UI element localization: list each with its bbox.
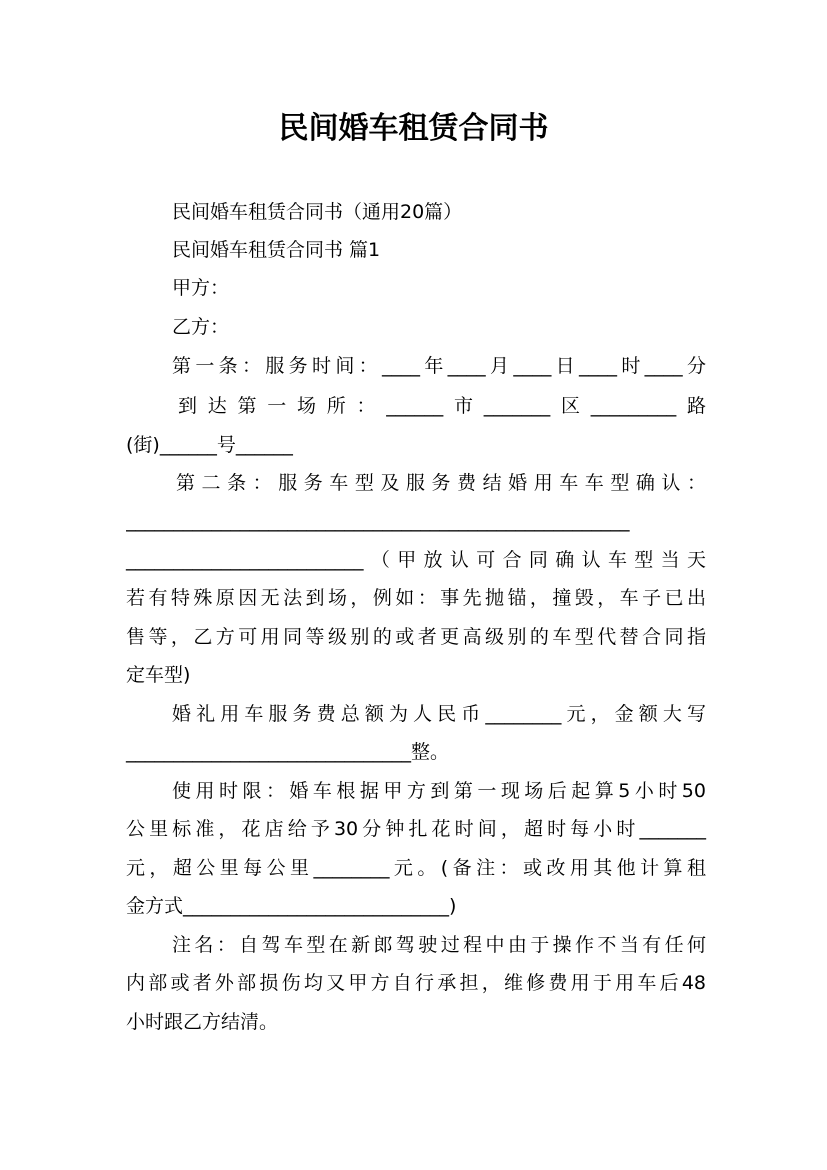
- paragraph-line: 金方式____________________________): [126, 895, 457, 917]
- paragraph-line: 内部或者外部损伤均又甲方自行承担，维修费用于用车后48: [126, 972, 706, 994]
- paragraph-line: 售等，乙方可用同等级别的或者更高级别的车型代替合同指: [126, 626, 706, 648]
- paragraph-line: 公里标准，花店给予30分钟扎花时间，超时每小时_______: [126, 818, 706, 840]
- paragraph-line: 注名：自驾车型在新郎驾驶过程中由于操作不当有任何: [172, 934, 706, 956]
- paragraph-line: 甲方：: [172, 277, 230, 299]
- paragraph-line: 使用时限：婚车根据甲方到第一现场后起算5小时50: [172, 780, 706, 802]
- paragraph-line: (街)______号______: [126, 434, 293, 456]
- paragraph-line: ______________________________整。: [126, 741, 450, 763]
- paragraph-line: 若有特殊原因无法到场，例如：事先抛锚，撞毁，车子已出: [126, 587, 706, 609]
- paragraph-line: 乙方：: [172, 316, 230, 338]
- document-title: 民间婚车租赁合同书: [278, 111, 549, 146]
- paragraph-line: _________________________（甲放认可合同确认车型当天: [126, 549, 706, 571]
- paragraph-line: 第一条：服务时间：____年____月____日____时____分: [172, 355, 706, 377]
- paragraph-line: 民间婚车租赁合同书 篇1: [172, 239, 381, 261]
- paragraph-line: 元，超公里每公里________元。(备注：或改用其他计算租: [126, 857, 706, 879]
- paragraph-line: 小时跟乙方结清。: [126, 1011, 279, 1033]
- paragraph-line: 到达第一场所：______市_______区_________路: [178, 395, 706, 417]
- paragraph-line: 婚礼用车服务费总额为人民币________元，金额大写: [172, 703, 706, 725]
- paragraph-line: 民间婚车租赁合同书（通用20篇）: [172, 201, 463, 223]
- paragraph-line: _____________________________________________________: [126, 510, 630, 532]
- paragraph-line: 定车型): [126, 664, 191, 686]
- paragraph-line: 第二条：服务车型及服务费结婚用车车型确认：: [176, 472, 706, 494]
